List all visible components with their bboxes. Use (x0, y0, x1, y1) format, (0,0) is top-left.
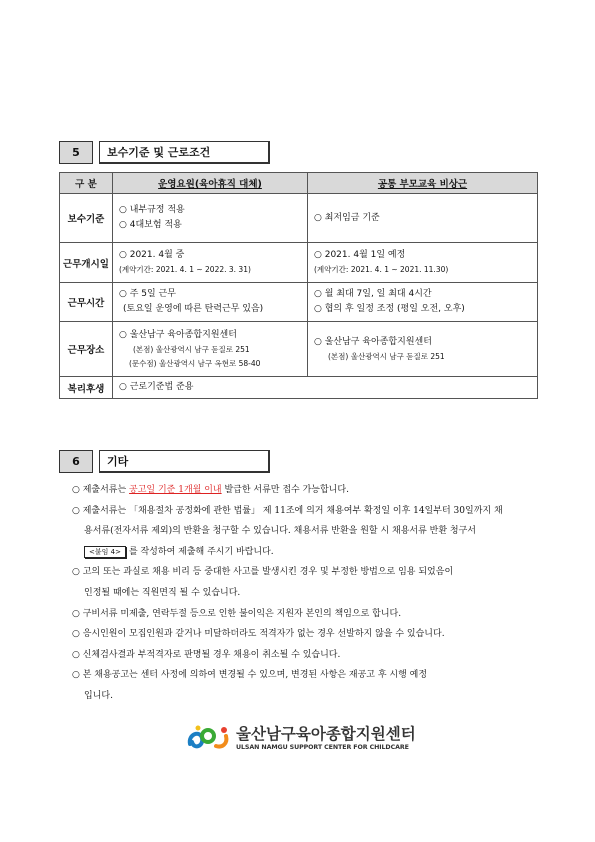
table-cell: ○ 최저임금 기준 (308, 194, 538, 243)
note-item: ○ 응시인원이 모집인원과 같거나 미달하더라도 적격자가 없는 경우 선발하지 않을 수 있습니다. (72, 629, 445, 640)
section-5-header (59, 141, 270, 164)
section-6-header (59, 450, 270, 473)
table-row (60, 283, 538, 322)
note-item: ○ 신체검사결과 부적격자로 판명될 경우 채용이 취소될 수 있습니다. (72, 649, 341, 660)
table-cell: ○ 월 최대 7일, 일 최대 4시간 ○ 협의 후 일정 조정 (평일 오전, 오후) (308, 283, 538, 322)
section-title: 기타 (99, 450, 270, 473)
table-cell: ○ 주 5일 근무 (토요일 운영에 따른 탄력근무 있음) (113, 283, 308, 322)
note-item: ○ 제출서류는 공고일 기준 1개월 이내 발급한 서류만 접수 가능합니다. (72, 485, 349, 495)
table-cell: ○ 내부규정 적용 ○ 4대보험 적용 (113, 194, 308, 243)
row-label: 근무장소 (60, 322, 113, 377)
table-header: 운영요원(육아휴직 대체) (113, 173, 308, 194)
table-row (60, 377, 538, 399)
table-header-row (60, 173, 538, 194)
attachment-tag: <붙임 4> (84, 546, 126, 558)
section-title: 보수기준 및 근로조건 (99, 141, 270, 164)
table-cell: ○ 울산남구 육아종합지원센터 (본점) 울산광역시 남구 돋질로 251 (문수점) 울산광역시 남구 옥현로 58-40 (113, 322, 308, 377)
row-label: 근무개시일 (60, 243, 113, 283)
row-label: 보수기준 (60, 194, 113, 243)
center-logo (186, 720, 426, 756)
note-item: ○ 제출서류는 「채용절차 공정화에 관한 법률」 제 11조에 의거 채용여부 확정일 이후 14일부터 30일까지 채 (72, 505, 503, 516)
table-row (60, 322, 538, 377)
table-cell: ○ 2021. 4월 중 (계약기간: 2021. 4. 1 ~ 2022. 3. 31) (113, 243, 308, 283)
table-cell: ○ 근로기준법 준용 (113, 377, 538, 399)
note-item: ○ 구비서류 미제출, 연락두절 등으로 인한 불이익은 지원자 본인의 책임으로 합니다. (72, 608, 402, 619)
row-label: 복리후생 (60, 377, 113, 399)
highlighted-deadline: 공고일 기준 1개월 이내 (129, 485, 222, 495)
note-item: ○ 본 채용공고는 센터 사정에 의하여 변경될 수 있으며, 변경된 사항은 재공고 후 시행 예정 (72, 670, 428, 681)
conditions-table (59, 172, 538, 399)
notes-list (72, 480, 542, 707)
table-row (60, 243, 538, 283)
row-label: 근무시간 (60, 283, 113, 322)
note-item: ○ 고의 또는 과실로 채용 비리 등 중대한 사고를 발생시킨 경우 및 부정한 방법으로 임용 되었음이 (72, 567, 454, 578)
table-header: 공통 부모교육 비상근 (308, 173, 538, 194)
note-item-cont: <붙임 4> 를 작성하여 제출해 주시기 바랍니다. (72, 542, 542, 563)
center-name-english: ULSAN NAMGU SUPPORT CENTER FOR CHILDCARE (236, 743, 409, 751)
note-item-cont: 용서류(전자서류 제외)의 반환을 청구할 수 있습니다. 채용서류 반환을 원할 시 채용서류 반환 청구서 (84, 526, 476, 537)
table-cell: ○ 2021. 4월 1일 예정 (계약기간: 2021. 4. 1 ~ 2021. 11.30) (308, 243, 538, 283)
table-row (60, 194, 538, 243)
note-item-cont: 입니다. (84, 690, 113, 701)
logo-mark-icon (186, 722, 232, 754)
table-header: 구 분 (60, 173, 113, 194)
section-number: 5 (59, 141, 93, 164)
table-cell: ○ 울산남구 육아종합지원센터 (본점) 울산광역시 남구 돋질로 251 (308, 322, 538, 377)
section-number: 6 (59, 450, 93, 473)
note-item-cont: 인정될 때에는 직원면직 될 수 있습니다. (84, 587, 241, 598)
center-name: 울산남구육아종합지원센터 (236, 724, 416, 743)
